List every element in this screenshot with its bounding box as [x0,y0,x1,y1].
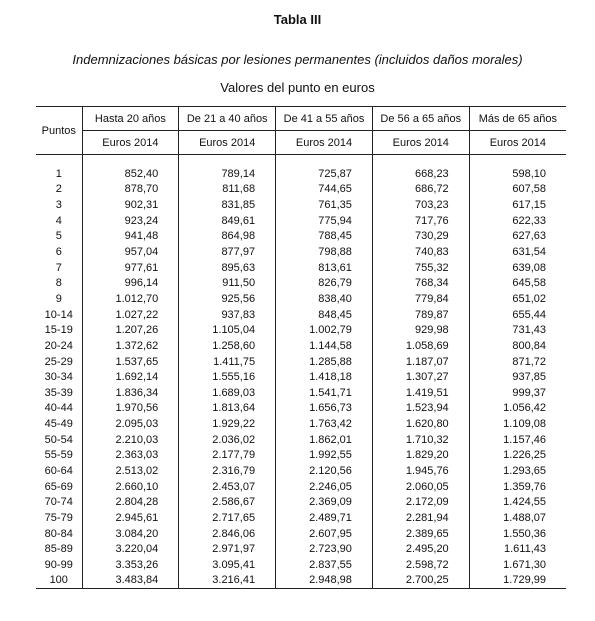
value-cell: 1.555,16 [179,369,276,385]
table-row [36,494,566,510]
value-cell: 800,84 [469,338,566,354]
value-cell: 2.971,97 [179,541,276,557]
value-cell: 789,87 [372,307,469,323]
value-cell: 1.307,27 [372,369,469,385]
value-cell: 761,35 [276,197,373,213]
value-cell: 925,56 [179,291,276,307]
value-cell: 1.992,55 [276,448,373,464]
value-cell: 2.804,28 [82,494,179,510]
table-row [36,307,566,323]
value-cell: 651,02 [469,291,566,307]
value-cell: 607,58 [469,182,566,198]
value-cell: 1.372,62 [82,338,179,354]
table-row [36,541,566,557]
value-cell: 2.586,67 [179,494,276,510]
puntos-cell: 80-84 [44,527,73,540]
value-cell: 2.389,65 [372,526,469,542]
table-row [36,557,566,573]
value-cell: 849,61 [179,213,276,229]
value-cell: 923,24 [82,213,179,229]
value-cell: 2.607,95 [276,526,373,542]
puntos-cell: 15-19 [44,324,73,337]
value-cell: 929,98 [372,322,469,338]
puntos-cell: 1 [55,167,62,180]
column-subheader-currency: Euros 2014 [82,131,179,155]
value-cell: 789,14 [179,155,276,182]
puntos-cell: 50-54 [44,433,73,446]
table-caption: Valores del punto en euros [220,80,375,95]
puntos-cell: 60-64 [44,464,73,477]
value-cell: 1.424,55 [469,494,566,510]
value-cell: 1.187,07 [372,354,469,370]
value-cell: 1.689,03 [179,385,276,401]
value-cell: 2.095,03 [82,416,179,432]
value-cell: 627,63 [469,229,566,245]
value-cell: 3.220,04 [82,541,179,557]
value-cell: 864,98 [179,229,276,245]
value-cell: 902,31 [82,197,179,213]
values-table [36,106,566,589]
table-row [36,155,566,182]
value-cell: 996,14 [82,275,179,291]
value-cell: 1.027,22 [82,307,179,323]
value-cell: 1.418,18 [276,369,373,385]
table-row [36,401,566,417]
value-cell: 2.172,09 [372,494,469,510]
value-cell: 2.281,94 [372,510,469,526]
table-row [36,510,566,526]
puntos-cell: 20-24 [44,339,73,352]
value-cell: 871,72 [469,354,566,370]
value-cell: 1.293,65 [469,463,566,479]
value-cell: 744,65 [276,182,373,198]
value-cell: 1.550,36 [469,526,566,542]
value-cell: 911,50 [179,275,276,291]
value-cell: 1.829,20 [372,448,469,464]
value-cell: 2.837,55 [276,557,373,573]
puntos-cell: 45-49 [44,418,73,431]
value-cell: 852,40 [82,155,179,182]
value-cell: 631,54 [469,244,566,260]
table-row [36,385,566,401]
value-cell: 775,94 [276,213,373,229]
puntos-cell: 65-69 [44,480,73,493]
table-row [36,479,566,495]
value-cell: 731,43 [469,322,566,338]
value-cell: 3.084,20 [82,526,179,542]
value-cell: 1.620,80 [372,416,469,432]
value-cell: 1.611,43 [469,541,566,557]
value-cell: 3.353,26 [82,557,179,573]
value-cell: 2.723,90 [276,541,373,557]
puntos-cell: 10-14 [44,308,73,321]
value-cell: 779,84 [372,291,469,307]
value-cell: 937,85 [469,369,566,385]
value-cell: 1.207,26 [82,322,179,338]
value-cell: 1.157,46 [469,432,566,448]
value-cell: 2.700,25 [372,573,469,589]
puntos-cell: 5 [55,230,62,243]
column-subheader-currency: Euros 2014 [469,131,566,155]
table-row [36,369,566,385]
puntos-cell: 7 [55,261,62,274]
value-cell: 1.056,42 [469,401,566,417]
value-cell: 3.095,41 [179,557,276,573]
value-cell: 1.488,07 [469,510,566,526]
value-cell: 1.945,76 [372,463,469,479]
value-cell: 1.541,71 [276,385,373,401]
value-cell: 1.109,08 [469,416,566,432]
value-cell: 2.945,61 [82,510,179,526]
value-cell: 1.813,64 [179,401,276,417]
value-cell: 717,76 [372,213,469,229]
value-cell: 977,61 [82,260,179,276]
value-cell: 1.929,22 [179,416,276,432]
value-cell: 1.836,34 [82,385,179,401]
value-cell: 1.012,70 [82,291,179,307]
value-cell: 1.671,30 [469,557,566,573]
value-cell: 1.763,42 [276,416,373,432]
table-row [36,416,566,432]
column-header-age-group: De 21 a 40 años [179,107,276,131]
value-cell: 2.717,65 [179,510,276,526]
value-cell: 1.258,60 [179,338,276,354]
value-cell: 1.419,51 [372,385,469,401]
value-cell: 3.483,84 [82,573,179,589]
value-cell: 2.369,09 [276,494,373,510]
table-body [36,155,566,589]
value-cell: 2.660,10 [82,479,179,495]
value-cell: 730,29 [372,229,469,245]
value-cell: 2.453,07 [179,479,276,495]
table-row [36,260,566,276]
value-cell: 1.537,65 [82,354,179,370]
value-cell: 1.058,69 [372,338,469,354]
value-cell: 1.411,75 [179,354,276,370]
value-cell: 2.120,56 [276,463,373,479]
value-cell: 668,23 [372,155,469,182]
puntos-cell: 6 [55,246,62,259]
puntos-cell: 75-79 [44,511,73,524]
table-row [36,338,566,354]
table-header [36,107,566,155]
puntos-cell: 70-74 [44,496,73,509]
value-cell: 2.495,20 [372,541,469,557]
value-cell: 813,61 [276,260,373,276]
table-row [36,573,566,589]
value-cell: 655,44 [469,307,566,323]
value-cell: 811,68 [179,182,276,198]
value-cell: 1.692,14 [82,369,179,385]
value-cell: 2.177,79 [179,448,276,464]
table-title: Tabla III [273,12,322,27]
value-cell: 937,83 [179,307,276,323]
column-subheader-currency: Euros 2014 [276,131,373,155]
puntos-cell: 25-29 [44,355,73,368]
table-row [36,229,566,245]
puntos-cell: 85-89 [44,543,73,556]
value-cell: 2.210,03 [82,432,179,448]
value-cell: 3.216,41 [179,573,276,589]
value-cell: 878,70 [82,182,179,198]
value-cell: 639,08 [469,260,566,276]
puntos-cell: 2 [55,183,62,196]
value-cell: 1.285,88 [276,354,373,370]
column-subheader-currency: Euros 2014 [179,131,276,155]
table-row [36,526,566,542]
value-cell: 877,97 [179,244,276,260]
value-cell: 703,23 [372,197,469,213]
value-cell: 2.489,71 [276,510,373,526]
puntos-cell: 30-34 [44,371,73,384]
header-row [36,107,566,131]
subheader-row [36,131,566,155]
value-cell: 598,10 [469,155,566,182]
value-cell: 798,88 [276,244,373,260]
value-cell: 617,15 [469,197,566,213]
value-cell: 1.970,56 [82,401,179,417]
column-subheader-currency: Euros 2014 [372,131,469,155]
value-cell: 831,85 [179,197,276,213]
value-cell: 1.656,73 [276,401,373,417]
puntos-cell: 40-44 [44,402,73,415]
value-cell: 895,63 [179,260,276,276]
value-cell: 848,45 [276,307,373,323]
puntos-cell: 100 [36,573,82,589]
table-row [36,354,566,370]
puntos-cell: 55-59 [44,449,73,462]
value-cell: 788,45 [276,229,373,245]
value-cell: 838,40 [276,291,373,307]
value-cell: 2.246,05 [276,479,373,495]
table-row [36,432,566,448]
value-cell: 1.002,79 [276,322,373,338]
table-row [36,197,566,213]
value-cell: 1.226,25 [469,448,566,464]
column-header-age-group: Más de 65 años [469,107,566,131]
puntos-cell: 3 [55,199,62,212]
table-row [36,291,566,307]
value-cell: 622,33 [469,213,566,229]
value-cell: 826,79 [276,275,373,291]
column-header-age-group: Hasta 20 años [82,107,179,131]
column-header-puntos: Puntos [36,107,82,155]
table-row [36,213,566,229]
value-cell: 2.363,03 [82,448,179,464]
puntos-cell: 4 [55,214,62,227]
value-cell: 1.862,01 [276,432,373,448]
puntos-cell: 9 [55,292,62,305]
value-cell: 2.598,72 [372,557,469,573]
value-cell: 2.060,05 [372,479,469,495]
value-cell: 1.105,04 [179,322,276,338]
value-cell: 686,72 [372,182,469,198]
value-cell: 645,58 [469,275,566,291]
value-cell: 2.948,98 [276,573,373,589]
value-cell: 941,48 [82,229,179,245]
value-cell: 755,32 [372,260,469,276]
value-cell: 1.359,76 [469,479,566,495]
value-cell: 725,87 [276,155,373,182]
value-cell: 1.710,32 [372,432,469,448]
value-cell: 957,04 [82,244,179,260]
table-row [36,275,566,291]
value-cell: 1.729,99 [469,573,566,589]
table-subtitle: Indemnizaciones básicas por lesiones permanentes (incluidos daños morales) [72,52,523,67]
puntos-cell: 35-39 [44,386,73,399]
value-cell: 999,37 [469,385,566,401]
value-cell: 1.523,94 [372,401,469,417]
table-row [36,463,566,479]
table-row [36,448,566,464]
table-row [36,322,566,338]
value-cell: 1.144,58 [276,338,373,354]
puntos-cell: 90-99 [44,558,73,571]
value-cell: 2.316,79 [179,463,276,479]
column-header-age-group: De 41 a 55 años [276,107,373,131]
table-row [36,244,566,260]
value-cell: 2.036,02 [179,432,276,448]
puntos-cell: 8 [55,277,62,290]
value-cell: 2.513,02 [82,463,179,479]
value-cell: 768,34 [372,275,469,291]
column-header-age-group: De 56 a 65 años [372,107,469,131]
table-row [36,182,566,198]
value-cell: 740,83 [372,244,469,260]
value-cell: 2.846,06 [179,526,276,542]
